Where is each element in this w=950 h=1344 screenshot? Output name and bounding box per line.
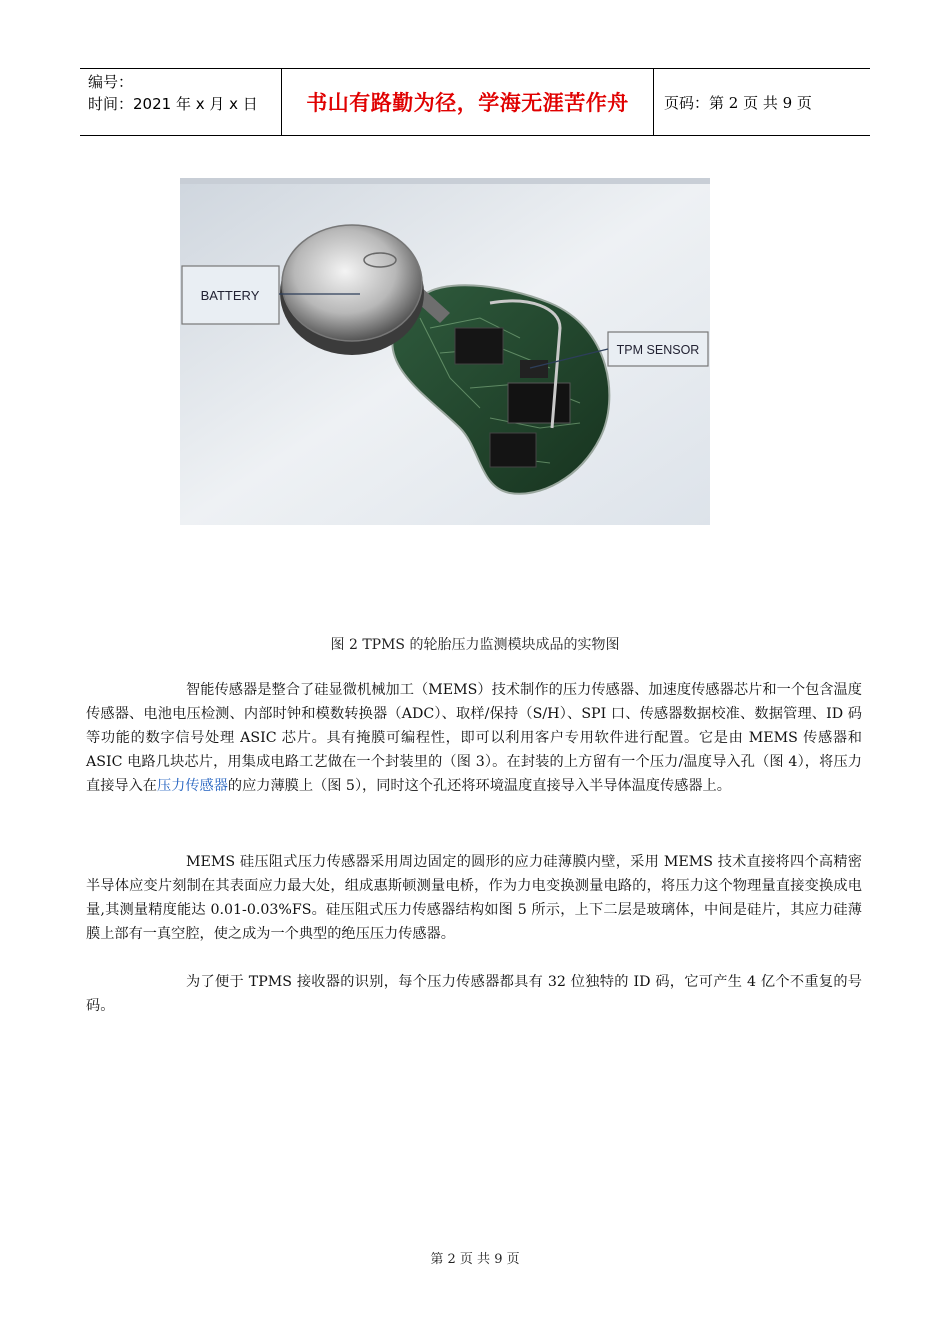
page-footer: 第 2 页 共 9 页 — [430, 1252, 520, 1267]
sensor-label: TPM SENSOR — [616, 343, 700, 357]
header-page-info: 页码：第 2 页 共 9 页 — [664, 93, 812, 112]
paragraph-2: MEMS 硅压阻式压力传感器采用周边固定的圆形的应力硅薄膜内壁，采用 MEMS 技术直接将四个高精密半导体应变片刻制在其表面应力最大处，组成惠斯顿测量电桥，作为力电变换测量电路的，将压力这个物理量直接变换成电量,其测量精度能达 0.01-0.03%FS。硅压阻式压力传感器结构如图 5 所示，上下二层是玻璃体，中间是硅片，其应力硅薄膜上部有一真空腔，使之成为一个典型的绝压压力传感器。 — [86, 854, 862, 942]
time-label: 时间：2021 年 x 月 x 日 — [88, 95, 258, 113]
number-label: 编号： — [88, 73, 134, 91]
paragraph-3: 为了便于 TPMS 接收器的识别，每个压力传感器都具有 32 位独特的 ID 码，它可产生 4 亿个不重复的号码。 — [86, 974, 862, 1014]
paragraph-1 — [86, 678, 862, 798]
tpms-module-photo — [180, 178, 710, 525]
header-motto: 书山有路勤为径，学海无涯苦作舟 — [282, 69, 654, 135]
paragraph-1-text-b: 的应力薄膜上（图 5），同时这个孔还将环境温度直接导入半导体温度传感器上。 — [227, 778, 731, 794]
figure-caption: 图 2 TPMS 的轮胎压力监测模块成品的实物图 — [330, 637, 620, 653]
page-header — [80, 68, 870, 136]
header-meta — [80, 69, 282, 135]
paragraph-1-text-a: 智能传感器是整合了硅显微机械加工（MEMS）技术制作的压力传感器、加速度传感器芯片和一个包含温度传感器、电池电压检测、内部时钟和模数转换器（ADC）、取样/保持（S/H）、SPI 口、传感器数据校准、数据管理、ID 码等功能的数字信号处理 ASIC 芯片。具有掩膜可编程性，即可以利用客户专用软件进行配置。它是由 MEMS 传感器和 ASIC 电路几块芯片，用集成电路工艺做在一个封装里的（图 3）。在封装的上方留有一个压力/温度导入孔（图 4），将压力直接导入在 — [86, 682, 862, 794]
battery-label: BATTERY — [200, 288, 260, 303]
pressure-sensor-link[interactable]: 压力传感器 — [156, 778, 228, 794]
